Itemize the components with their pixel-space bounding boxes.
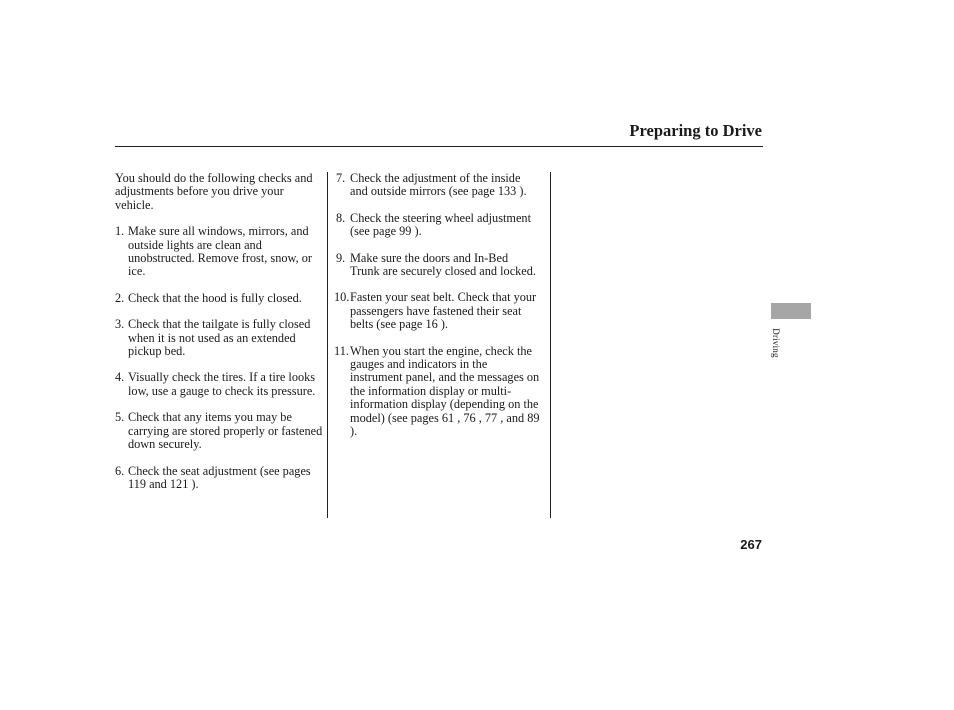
item-text: Check the adjustment of the inside and outside mirrors (see page 133 ). — [350, 171, 527, 199]
item-text: Make sure all windows, mirrors, and outside lights are clean and unobstructed. Remove frost, snow, or ice. — [128, 224, 312, 279]
checklist-item — [115, 292, 325, 305]
column-divider — [550, 172, 551, 518]
column-middle — [336, 172, 540, 452]
header-rule — [115, 146, 763, 147]
checklist-item — [115, 411, 325, 451]
checklist-item — [336, 172, 540, 199]
checklist-item — [115, 318, 325, 358]
item-number: 5. — [115, 410, 125, 425]
item-number: 2. — [115, 290, 125, 305]
checklist-item — [115, 225, 325, 279]
item-number: 4. — [115, 370, 125, 385]
item-text: Visually check the tires. If a tire looks low, use a gauge to check its pressure. — [128, 370, 316, 398]
checklist-item — [115, 465, 325, 492]
column-left — [115, 172, 325, 504]
column-divider — [327, 172, 328, 518]
section-label: Driving — [771, 328, 781, 358]
page-number: 267 — [740, 537, 762, 552]
item-number: 7. — [336, 171, 346, 185]
item-number: 10. — [334, 290, 350, 305]
item-text: Check the steering wheel adjustment (see page 99 ). — [350, 210, 531, 239]
checklist-item — [115, 371, 325, 398]
item-number: 9. — [336, 250, 346, 265]
checklist-item — [336, 345, 540, 439]
item-text: Check the seat adjustment (see pages 119 and 121 ). — [128, 463, 311, 491]
item-text: Check that the tailgate is fully closed when it is not used as an extended pickup bed. — [128, 317, 311, 359]
section-tab — [771, 303, 811, 319]
item-number: 11. — [334, 343, 349, 358]
checklist-item — [336, 291, 540, 331]
item-number: 8. — [336, 210, 346, 225]
item-number: 3. — [115, 317, 125, 332]
item-text: Check that the hood is fully closed. — [128, 290, 302, 305]
item-text: When you start the engine, check the gauges and indicators in the instrument panel, and the messages on the information display or multi-information display (depending on the model) (see pages 61 , 76 , 77 , and 89 ). — [350, 343, 540, 439]
checklist-item — [336, 252, 540, 279]
item-number: 6. — [115, 463, 125, 478]
item-text: Check that any items you may be carrying are stored properly or fastened down securely. — [128, 410, 323, 452]
item-text: Fasten your seat belt. Check that your passengers have fastened their seat belts (see page 16 ). — [350, 290, 537, 332]
checklist-item — [336, 212, 540, 239]
item-number: 1. — [115, 224, 125, 239]
intro-paragraph: You should do the following checks and adjustments before you drive your vehicle. — [115, 171, 313, 212]
item-text: Make sure the doors and In-Bed Trunk are securely closed and locked. — [350, 250, 536, 279]
page-title: Preparing to Drive — [629, 121, 762, 140]
